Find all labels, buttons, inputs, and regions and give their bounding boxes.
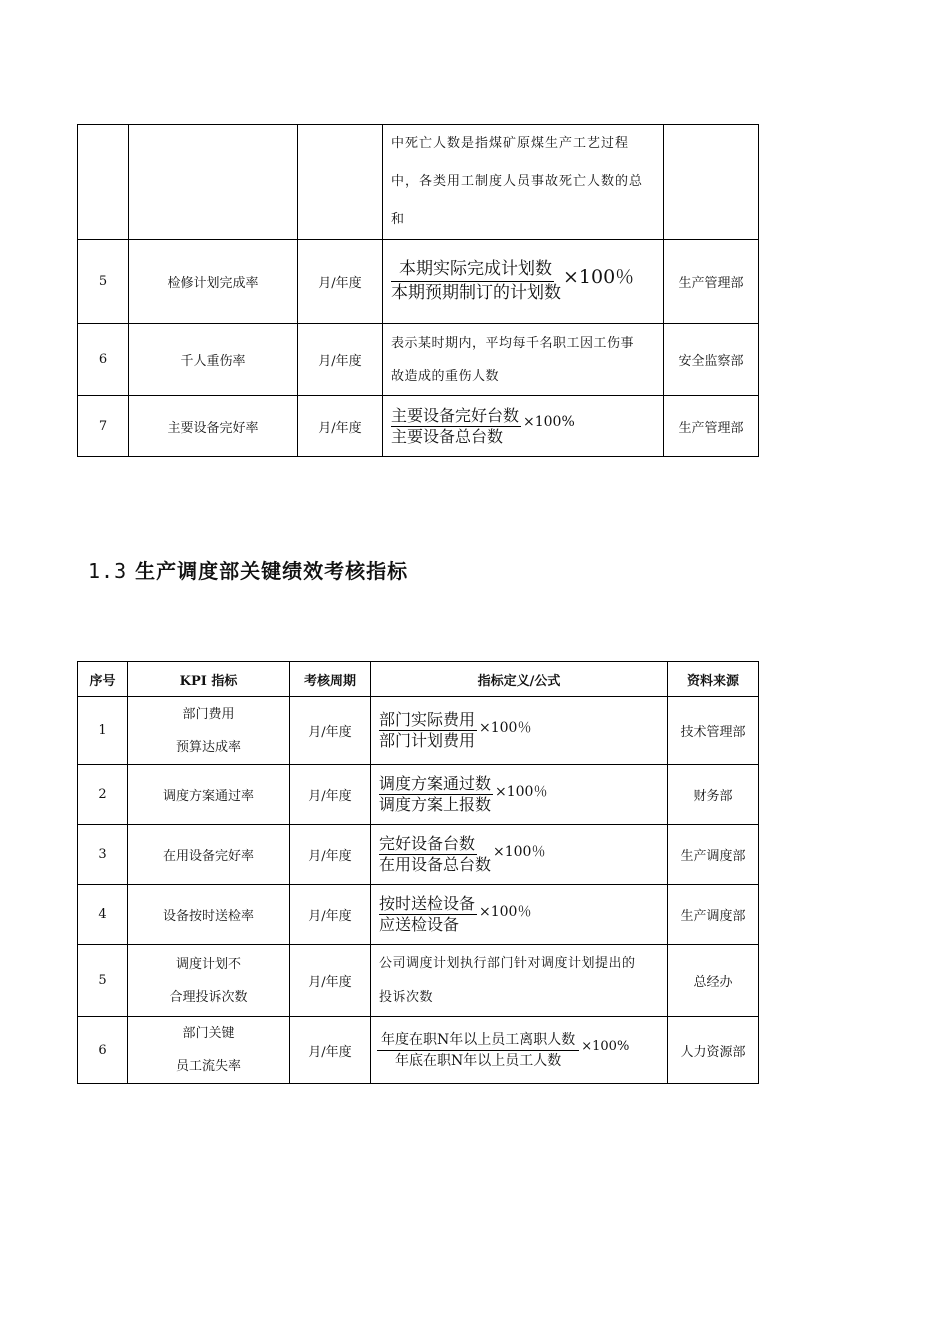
column-header-no: 序号 (78, 662, 128, 697)
table-row (78, 396, 759, 457)
section-heading (88, 555, 408, 584)
kpi-name: 设备按时送检率 (128, 885, 290, 945)
period: 月/年度 (298, 324, 383, 396)
formula-multiplier: ×100％ (479, 903, 532, 920)
formula-numerator: 调度方案通过数 (379, 774, 492, 793)
period: 月/年度 (290, 945, 371, 1017)
kpi-name (128, 945, 290, 1017)
period: 月/年度 (290, 885, 371, 945)
source: 生产管理部 (664, 240, 759, 324)
kpi-name-line: 部门费用 (182, 706, 235, 722)
formula-denominator: 应送检设备 (379, 915, 460, 934)
kpi-name (129, 125, 298, 240)
kpi-name-line: 员工流失率 (175, 1059, 241, 1074)
period: 月/年度 (290, 1017, 371, 1084)
row-number: 7 (78, 396, 129, 457)
source: 生产调度部 (668, 825, 759, 885)
formula-numerator: 部门实际费用 (379, 710, 476, 729)
table-row (78, 125, 759, 240)
table-row (78, 697, 759, 765)
kpi-name: 千人重伤率 (129, 324, 298, 396)
kpi-table-continued (77, 124, 759, 457)
definition-line: 投诉次数 (379, 989, 434, 1005)
formula-numerator: 按时送检设备 (379, 894, 476, 913)
table-row (78, 240, 759, 324)
definition-line: 中，各类用工制度人员事故死亡人数的总 (391, 174, 644, 189)
formula-denominator: 调度方案上报数 (379, 795, 492, 814)
column-header-definition: 指标定义/公式 (371, 662, 668, 697)
source: 总经办 (668, 945, 759, 1017)
table-row (78, 765, 759, 825)
definition-line: 故造成的重伤人数 (391, 368, 500, 384)
source (664, 125, 759, 240)
row-number: 6 (78, 1017, 128, 1084)
column-header-source: 资料来源 (668, 662, 759, 697)
row-number: 6 (78, 324, 129, 396)
kpi-name-line: 合理投诉次数 (169, 989, 248, 1005)
table-row (78, 825, 759, 885)
formula-multiplier: ×100％ (479, 719, 532, 736)
formula-denominator: 主要设备总台数 (391, 426, 504, 446)
table-row (78, 885, 759, 945)
kpi-name-line: 部门关键 (182, 1026, 235, 1041)
formula-numerator: 主要设备完好台数 (391, 405, 520, 425)
formula-multiplier: ×100％ (563, 266, 635, 288)
formula-cell (371, 885, 668, 945)
formula-cell (371, 765, 668, 825)
formula-cell (383, 396, 664, 457)
section-number: 1.3 (88, 559, 128, 583)
formula-denominator: 本期预期制订的计划数 (391, 283, 561, 303)
formula (383, 406, 575, 447)
formula-cell (371, 825, 668, 885)
formula-cell (371, 697, 668, 765)
formula (371, 1030, 629, 1071)
formula-multiplier: ×100% (523, 414, 575, 430)
formula (371, 774, 547, 815)
row-number: 2 (78, 765, 128, 825)
kpi-name: 主要设备完好率 (129, 396, 298, 457)
source: 生产管理部 (664, 396, 759, 457)
row-number: 4 (78, 885, 128, 945)
definition (371, 945, 668, 1017)
definition-line: 和 (391, 212, 406, 227)
kpi-table (77, 661, 759, 1084)
table-row (78, 1017, 759, 1084)
period: 月/年度 (290, 825, 371, 885)
period: 月/年度 (290, 697, 371, 765)
formula-multiplier: ×100% (581, 1038, 630, 1054)
source: 生产调度部 (668, 885, 759, 945)
formula-denominator: 部门计划费用 (379, 731, 476, 750)
formula-denominator: 在用设备总台数 (379, 855, 492, 874)
table-row (78, 945, 759, 1017)
formula (371, 834, 545, 875)
formula-numerator: 完好设备台数 (379, 834, 476, 853)
definition (383, 125, 664, 240)
kpi-name: 在用设备完好率 (128, 825, 290, 885)
formula (383, 258, 634, 305)
formula (371, 710, 531, 751)
formula-cell (371, 1017, 668, 1084)
source: 安全监察部 (664, 324, 759, 396)
formula-numerator: 年度在职N年以上员工离职人数 (377, 1030, 579, 1051)
definition-line: 中死亡人数是指煤矿原煤生产工艺过程 (391, 136, 630, 151)
period (298, 125, 383, 240)
kpi-name-line: 调度计划不 (175, 956, 241, 972)
row-number: 1 (78, 697, 128, 765)
source: 财务部 (668, 765, 759, 825)
period: 月/年度 (298, 240, 383, 324)
formula (371, 894, 531, 935)
row-number: 5 (78, 240, 129, 324)
column-header-kpi: KPI 指标 (128, 662, 290, 697)
row-number: 5 (78, 945, 128, 1017)
column-header-period: 考核周期 (290, 662, 371, 697)
definition (383, 324, 664, 396)
kpi-name: 检修计划完成率 (129, 240, 298, 324)
kpi-name (128, 697, 290, 765)
kpi-name (128, 1017, 290, 1084)
source: 人力资源部 (668, 1017, 759, 1084)
period: 月/年度 (298, 396, 383, 457)
kpi-name-line: 预算达成率 (175, 739, 241, 755)
table-header-row (78, 662, 759, 697)
kpi-name: 调度方案通过率 (128, 765, 290, 825)
row-number: 3 (78, 825, 128, 885)
definition-line: 表示某时期内，平均每千名职工因工伤事 (391, 335, 635, 351)
period: 月/年度 (290, 765, 371, 825)
definition-line: 公司调度计划执行部门针对调度计划提出的 (379, 955, 636, 971)
section-title: 生产调度部关键绩效考核指标 (135, 559, 409, 583)
row-number (78, 125, 129, 240)
formula-numerator: 本期实际完成计划数 (391, 258, 554, 282)
formula-multiplier: ×100％ (495, 783, 548, 800)
table-row (78, 324, 759, 396)
formula-cell (383, 240, 664, 324)
formula-denominator: 年底在职N年以上员工人数 (395, 1052, 562, 1069)
source: 技术管理部 (668, 697, 759, 765)
formula-multiplier: ×100％ (493, 843, 546, 860)
